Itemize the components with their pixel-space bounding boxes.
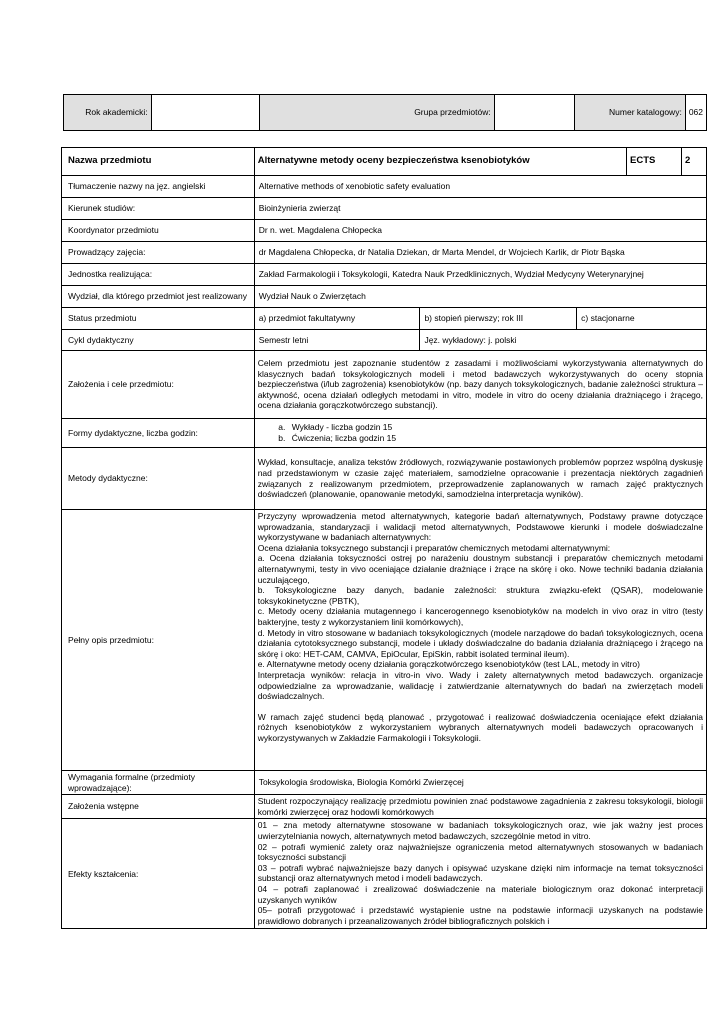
goals-label: Założenia i cele przedmiotu: — [62, 351, 255, 419]
description-paragraph: d. Metody in vitro stosowane w badaniach toksykologicznych (modele narządowe do badań toksykologicznych, ocena działania cytotoksycznego substancji, modele i układy doświadczalne do badania działania drażniącego i żrącego na skórę i oko: HET-CAM, CAMVA, EpiOcular, EpiSkin, rabbit isolated terminal ileum). — [257, 627, 703, 659]
description-paragraph: a. Ocena działania toksyczności ostrej po narażeniu doustnym substancji i preparatów chemicznych metodami alternatywnymi, testy in vivo oceniające działanie drażniące i żrące na skórę i oko. Nowe techniki badania działania uczulającego, — [257, 553, 703, 585]
outcome-item: 02 – potrafi wymienić zalety oraz najważniejsze ograniczenia metod alternatywnych stosowanych w badaniach toksyczności substancji — [257, 841, 703, 863]
goals-text: Celem przedmiotu jest zapoznanie studentów z zasadami i możliwościami wykorzystywania alternatywnych do klasycznych badań toksykologicznych modeli i metod badawczych wykorzystywanych do oceny stopnia bezpieczeństwa (i/lub zagrożenia) ksenobiotyków (np. bazy danych toksykologicznych, badanie zależności struktura – aktywność, ocena działań odległych metodami in vitro, modele in vitro do oceny działania drażniącego i żrącego, ocena działania gorączkotwórczego substancji). — [254, 351, 706, 419]
description-paragraph: Przyczyny wprowadzenia metod alternatywnych, kategorie badań alternatywnych, Podstawy prawne dotyczące wprowadzania, standaryzacji i walidacji metod alternatywnych, Podstawowe kierunki i modele doświadczalne wykorzystywane w badaniach alternatywnych: — [257, 511, 703, 543]
cycle-language: Jęz. wykładowy: j. polski — [420, 330, 707, 351]
coordinator-label: Koordynator przedmiotu — [62, 220, 255, 242]
unit-label: Jednostka realizująca: — [62, 264, 255, 286]
lecturers-value: dr Magdalena Chłopecka, dr Natalia Dziekan, dr Marta Mendel, dr Wojciech Karlik, dr Piotr Bąska — [254, 242, 706, 264]
status-type: a) przedmiot fakultatywny — [254, 308, 420, 330]
academic-year-label: Rok akademicki: — [64, 95, 152, 131]
description-spacer — [258, 702, 703, 712]
ects-value: 2 — [681, 148, 706, 176]
description-label: Pełny opis przedmiotu: — [62, 510, 255, 771]
status-mode: c) stacjonarne — [577, 308, 707, 330]
outcome-item: 03 – potrafi wybrać najważniejsze bazy danych i opisywać uzyskane dzięki nim informacje na temat toksyczności substancji oraz alternatywnych metod i modeli badawczych. — [257, 862, 703, 884]
outcomes-label: Efekty kształcenia: — [62, 819, 255, 929]
description-paragraph: c. Metody oceny działania mutagennego i kancerogennego ksenobiotyków na modelch in vivo oraz in vitro (testy bakteryjne, testy z wykorzystaniem linii komórkowych), — [257, 606, 703, 627]
outcome-item: 05– potrafi przygotować i przedstawić wystąpienie ustne na podstawie informacji uzyskanych na podstawie prawidłowo dobranych i przeanalizowanych źródeł bibliograficznych polskich i — [257, 905, 703, 926]
academic-year-value — [151, 95, 259, 131]
description-paragraph: Interpretacja wyników: relacja in vitro-in vivo. Wady i zalety alternatywnych metod badawczych. organizacje odpowiedzialne za wprowadzanie, walidację i zatwierdzanie alternatywnych do badań na zwierzętach modeli doświadczalnych. — [257, 669, 703, 702]
methods-text: Wykład, konsultacje, analiza tekstów źródłowych, rozwiązywanie postawionych problemów poprzez wspólną dyskusję nad przedstawionym w czasie zajęć materiałem, samodzielne opracowanie i prezentacja niektórych zagadnień związanych z realizowanym przedmiotem, przeprowadzenie zaplanowanych w ramach zajęć praktycznych doświadczeń (planowanie, opanowanie metodyki, samodzielna interpretacja wyników). — [254, 448, 706, 510]
status-label: Status przedmiotu — [62, 308, 255, 330]
subject-group-label: Grupa przedmiotów: — [259, 95, 494, 131]
prereq-formal-label: Wymagania formalne (przedmioty wprowadzające): — [62, 771, 255, 795]
description-paragraph: e. Alternatywne metody oceny działania gorączkotwórczego ksenobiotyków (test LAL, metody in vitro) — [257, 659, 640, 670]
english-name-value: Alternative methods of xenobiotic safety evaluation — [254, 176, 706, 198]
forms-item-exercises: b. Ćwiczenia; liczba godzin 15 — [288, 433, 703, 444]
lecturers-label: Prowadzący zajęcia: — [62, 242, 255, 264]
faculty-label: Wydział, dla którego przedmiot jest realizowany — [62, 286, 255, 308]
outcome-item: 04 – potrafi zaplanować i zrealizować doświadczenie na materiale biologicznym oraz dokonać interpretacji uzyskanych wyników — [257, 883, 703, 905]
ects-label: ECTS — [627, 148, 682, 176]
subject-group-value — [494, 95, 574, 131]
course-name-value: Alternatywne metody oceny bezpieczeństwa ksenobiotyków — [254, 148, 626, 176]
description-paragraph: Ocena działania toksycznego substancji i preparatów chemicznych metodami alternatywnymi: — [257, 542, 611, 553]
prereq-label: Założenia wstępne — [62, 795, 255, 819]
forms-list-cell — [254, 419, 706, 448]
unit-value: Zakład Farmakologii i Toksykologii, Katedra Nauk Przedklinicznych, Wydział Medycyny Weterynaryjnej — [254, 264, 706, 286]
forms-list — [258, 422, 703, 443]
field-of-study-label: Kierunek studiów: — [62, 198, 255, 220]
course-name-label: Nazwa przedmiotu — [62, 148, 255, 176]
outcomes-text — [254, 819, 706, 929]
forms-label: Formy dydaktyczne, liczba godzin: — [62, 419, 255, 448]
cycle-semester: Semestr letni — [254, 330, 420, 351]
cycle-label: Cykl dydaktyczny — [62, 330, 255, 351]
english-name-label: Tłumaczenie nazwy na jęz. angielski — [62, 176, 255, 198]
description-text — [254, 510, 706, 771]
status-degree-year: b) stopień pierwszy; rok III — [420, 308, 577, 330]
description-paragraph: W ramach zajęć studenci będą planować , przygotować i realizować doświadczenia oceniające efekt działania różnych ksenobiotyków z wykorzystaniem wybranych alternatywnych modeli badawczych opracowanych i wykorzystywanych w Zakładzie Farmakologii i Toksykologii. — [257, 711, 703, 743]
methods-label: Metody dydaktyczne: — [62, 448, 255, 510]
prereq-value: Student rozpoczynający realizację przedmiotu powinien znać podstawowe zagadnienia z zakresu toksykologii, biologii komórki zwierzęcej oraz hodowli komórkowych — [254, 795, 706, 819]
prereq-formal-value: Toksykologia środowiska, Biologia Komórki Zwierzęcej — [254, 771, 706, 795]
field-of-study-value: Bioinżynieria zwierząt — [254, 198, 706, 220]
catalog-header-table — [63, 94, 707, 131]
outcome-item: 01 – zna metody alternatywne stosowane w badaniach toksykologicznych oraz, wie jak ważny jest proces uwierzytelniania nowych, alternatywnych metod badawczych, szczególnie metod in vitro. — [257, 820, 703, 841]
course-description-table — [61, 147, 707, 929]
faculty-value: Wydział Nauk o Zwierzętach — [254, 286, 706, 308]
catalog-number-label: Numer katalogowy: — [574, 95, 685, 131]
catalog-number-value: 062 — [685, 95, 706, 131]
forms-item-lectures: a. Wykłady - liczba godzin 15 — [288, 422, 703, 433]
description-paragraph: b. Toksykologiczne bazy danych, badanie zależności: struktura związku-efekt (QSAR), modelowanie toksykokinetyczne (PBTK), — [257, 585, 703, 606]
coordinator-value: Dr n. wet. Magdalena Chłopecka — [254, 220, 706, 242]
